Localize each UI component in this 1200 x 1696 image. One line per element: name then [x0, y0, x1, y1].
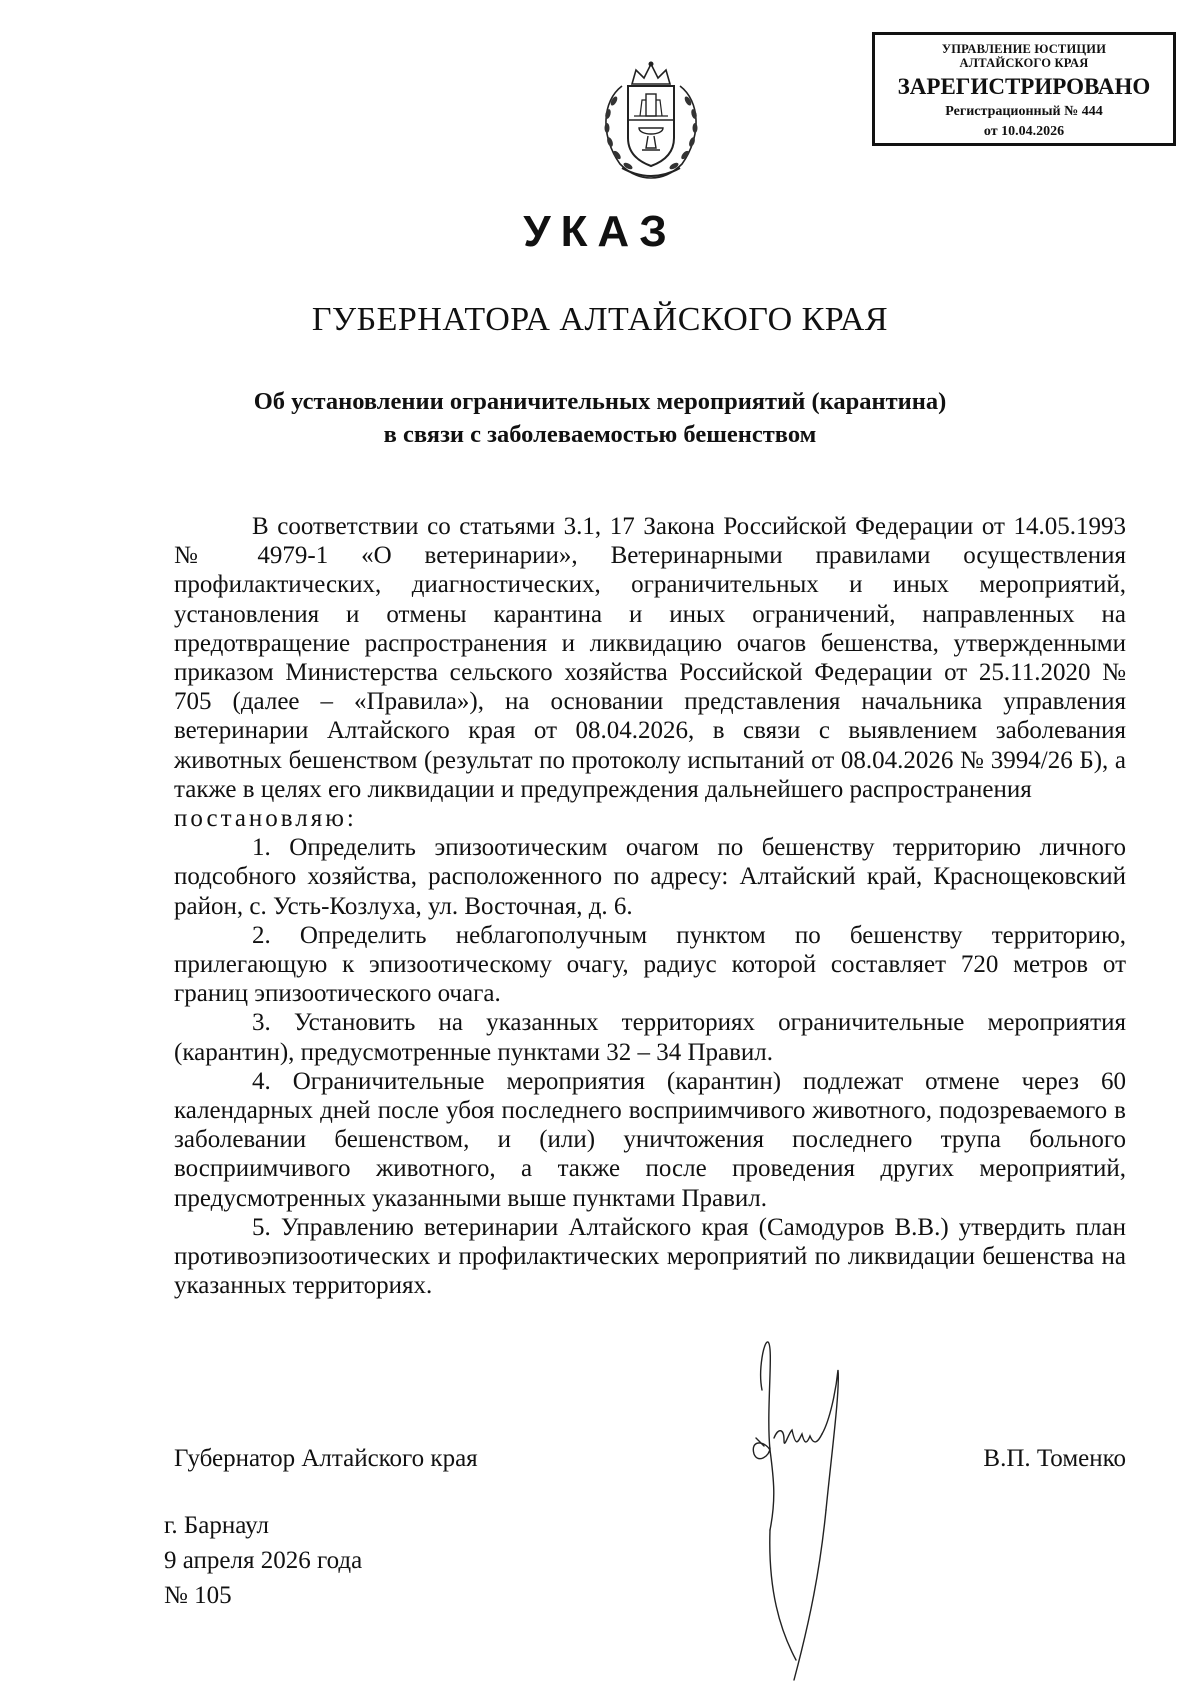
stamp-org-line2: АЛТАЙСКОГО КРАЯ: [959, 56, 1089, 70]
altai-coat-of-arms-icon: [592, 56, 710, 182]
stamp-reg-number: 444: [1081, 104, 1103, 119]
stamp-date-label: от: [983, 124, 998, 139]
registration-stamp: [872, 32, 1176, 146]
list-item: 2. Определить неблагополучным пунктом по бешенству территорию, прилегающую к эпизоотическому очагу, радиус которой составляет 720 метров от границ эпизоотического очага.: [174, 921, 1126, 1008]
document-type: УКАЗ: [523, 207, 677, 256]
footer-city: г. Барнаул: [164, 1512, 269, 1539]
list-item: 5. Управлению ветеринарии Алтайского края (Самодуров В.В.) утвердить план противоэпизоотических и профилактических мероприятий по ликвидации бешенства на указанных территориях.: [174, 1213, 1126, 1300]
decree-word: постановляю:: [174, 805, 357, 833]
list-item: 1. Определить эпизоотическим очагом по бешенству территорию личного подсобного хозяйства, расположенного по адресу: Алтайский край, Краснощековский район, с. Усть-Козлуха, ул. Восточная, д. 6.: [174, 834, 1126, 920]
signatory-name: В.П. Томенко: [983, 1445, 1126, 1472]
subject-line2: в связи с заболеваемостью бешенством: [383, 421, 817, 448]
handwritten-signature-icon: [740, 1330, 860, 1690]
document-subject: [0, 385, 1200, 451]
stamp-date-line: [875, 123, 1173, 141]
signatory-role: Губернатор Алтайского края: [174, 1445, 478, 1472]
subject-line1: Об установлении ограничительных мероприятий (карантина): [253, 388, 947, 415]
list-item: 4. Ограничительные мероприятия (карантин) подлежат отмене через 60 календарных дней после убоя последнего восприимчивого животного, подозреваемого в заболевании бешенством, и (или) уничтожения последнего трупа больного восприимчивого животного, а также после проведения других мероприятий, предусмотренных указанными выше пунктами Правил.: [174, 1067, 1126, 1212]
document-body: [174, 512, 1126, 1300]
stamp-date: 10.04.2026: [1001, 124, 1065, 139]
preamble-paragraph: В соответствии со статьями 3.1, 17 Закона Российской Федерации от 14.05.1993 № 4979-1 «О ветеринарии», Ветеринарными правилами осуществления профилактических, диагностических, ограничительных и иных мероприятий, установления и отмены карантина и иных ограничений, направленных на предотвращение распространения и ликвидацию очагов бешенства, утвержденными приказом Министерства сельского хозяйства Российской Федерации от 25.11.2020 № 705 (далее – «Правила»), на основании представления начальника управления ветеринарии Алтайского края от 08.04.2026, в связи с выявлением заболевания животных бешенством (результат по протоколу испытаний от 08.04.2026 № 3994/26 Б), а также в целях его ликвидации и предупреждения дальнейшего распространения: [174, 513, 1126, 803]
stamp-organization: [875, 42, 1173, 70]
stamp-status: ЗАРЕГИСТРИРОВАНО: [897, 74, 1151, 99]
stamp-org-line1: УПРАВЛЕНИЕ ЮСТИЦИИ: [941, 42, 1107, 56]
stamp-reg-number-line: [875, 103, 1173, 121]
footer-number: № 105: [164, 1582, 232, 1609]
document-footer: [164, 1508, 362, 1613]
footer-date: 9 апреля 2026 года: [164, 1547, 363, 1574]
decree-word-paragraph: [174, 804, 1126, 833]
document-issuer: ГУБЕРНАТОРА АЛТАЙСКОГО КРАЯ: [311, 301, 889, 338]
list-item: 3. Установить на указанных территориях ограничительные мероприятия (карантин), предусмотренные пунктами 32 – 34 Правил.: [174, 1009, 1126, 1066]
stamp-reg-label: Регистрационный №: [945, 104, 1079, 119]
